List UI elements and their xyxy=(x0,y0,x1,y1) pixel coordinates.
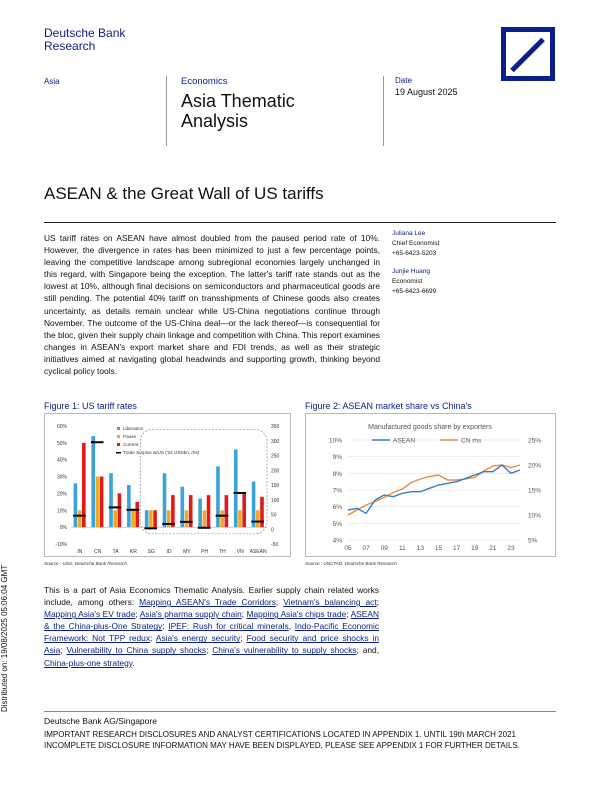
x-tick-label: 19 xyxy=(471,545,479,552)
bar xyxy=(256,510,260,527)
y2-tick-label: 250 xyxy=(271,453,280,460)
bar xyxy=(163,473,167,527)
bar xyxy=(225,495,229,527)
author-block xyxy=(392,267,436,297)
report-title: ASEAN & the Great Wall of US tariffs xyxy=(44,184,324,203)
y2-tick-label: 20% xyxy=(528,462,542,470)
surplus-marker xyxy=(216,515,229,517)
y-tick-label: 30% xyxy=(56,474,67,481)
figure-2-source: Source : UNCTAD, Deutsche Bank Research xyxy=(305,561,397,566)
y2-tick-label: 25% xyxy=(528,437,542,445)
x-tick-label: 23 xyxy=(507,545,515,552)
x-tick-label: ID xyxy=(166,549,172,555)
x-tick-label: 11 xyxy=(398,545,406,552)
x-tick-label: 13 xyxy=(416,545,425,552)
bar xyxy=(216,466,220,527)
y-tick-label: 8% xyxy=(332,470,342,478)
figure-2-frame xyxy=(305,413,556,557)
chart-title: Manufactured goods share by exporters xyxy=(368,424,492,431)
surplus-marker xyxy=(251,521,264,523)
y2-tick-label: 100 xyxy=(271,497,280,504)
bar xyxy=(149,510,153,527)
bar xyxy=(113,510,117,527)
legend-swatch xyxy=(117,427,120,430)
x-tick-label: 07 xyxy=(362,545,370,552)
x-tick-label: CN xyxy=(94,549,102,555)
author-name[interactable]: Juliana Lee xyxy=(392,230,426,237)
bar xyxy=(118,493,122,527)
figure-2-title: Figure 2: ASEAN market share vs China's xyxy=(305,401,472,411)
and-text: and, xyxy=(362,645,380,656)
surplus-marker xyxy=(180,521,193,523)
y2-tick-label: 10% xyxy=(528,512,542,520)
y-tick-label: 7% xyxy=(332,487,342,495)
author-block xyxy=(392,229,439,259)
legend-label: ASEAN xyxy=(393,437,416,445)
bar xyxy=(109,473,113,527)
y-tick-label: 40% xyxy=(56,457,67,464)
bar xyxy=(131,510,135,527)
author-role: Economist xyxy=(392,278,423,285)
report-date: 19 August 2025 xyxy=(395,87,458,97)
x-tick-label: PH xyxy=(201,549,209,555)
series-title xyxy=(181,91,295,131)
bar xyxy=(242,493,246,527)
y-tick-label: -10% xyxy=(55,542,67,548)
y-tick-label: 5% xyxy=(332,520,342,528)
bar xyxy=(127,485,131,527)
link-china-plus-one-asean[interactable]: ASEAN & the China-plus-One Strategy xyxy=(44,609,379,632)
link-china-supply[interactable]: Vulnerability to China supply shocks xyxy=(66,645,207,656)
y2-tick-label: 5% xyxy=(528,537,538,545)
y2-tick-label: 350 xyxy=(271,424,280,430)
y-tick-label: 20% xyxy=(56,491,67,498)
bar xyxy=(234,450,238,528)
bar xyxy=(82,443,86,527)
link-energy[interactable]: Asia's energy security xyxy=(155,633,241,644)
legend-label: Trade Surplus w/US ('24 USDbn, rhs) xyxy=(123,450,200,455)
y2-tick-label: 300 xyxy=(271,438,280,445)
y2-tick-label: 150 xyxy=(271,483,280,489)
surplus-marker xyxy=(144,527,157,529)
x-tick-label: TA xyxy=(112,549,119,555)
summary-paragraph: US tariff rates on ASEAN have almost doubled from the paused period rate of 10%. However, the divergence in rates has been minimized to just a few percentage points, leaving the competitive landscape among subregional economies largely unchanged in this regard, with Singapore being the exception. The latter's tariff rate stands out as the lowest at 10%, although final decisions on semiconductors and pharmaceutical goods are still pending. The potential 40% tariff on transshipments of Chinese goods also creates uncertainty, as details remain unclear while US-China negotiations continue through November. The outcome of the US-China deal—or the lack thereof—is consequential for the bloc, given their supply chain linkage and competition with China. This report examines changes in ASEAN's export market share and FDI trends, as well as their strategic initiatives aimed at navigating global headwinds and supporting growth, thinking beyond cyclical policy tools. xyxy=(44,233,380,377)
date-label: Date xyxy=(395,76,412,85)
surplus-marker xyxy=(233,492,246,494)
title-rule xyxy=(44,222,556,223)
bar xyxy=(135,502,139,527)
y2-tick-label: 200 xyxy=(271,468,280,475)
author-name[interactable]: Junjie Huang xyxy=(392,268,430,275)
footer-entity: Deutsche Bank AG/Singapore xyxy=(44,716,157,726)
bar xyxy=(100,477,104,528)
y-tick-label: 10% xyxy=(328,437,342,445)
bar xyxy=(145,510,149,527)
distribution-stamp: Distributed on: 19/08/2025 05:06:04 GMT xyxy=(0,564,9,712)
link-trade-corridors[interactable]: Mapping ASEAN's Trade Corridors xyxy=(139,597,276,608)
link-ipef-tpp[interactable]: Indo-Pacific Economic Framework: Not TPP redux xyxy=(44,621,380,644)
related-work-intro: This is a part of Asia Economics Thematic Analysis. Earlier supply chain related works include, among others: xyxy=(44,585,379,608)
region-label: Asia xyxy=(44,77,60,86)
link-china-plus-one[interactable]: China-plus-one strategy xyxy=(44,657,133,668)
surplus-marker xyxy=(91,441,104,443)
bar xyxy=(185,510,189,527)
x-tick-label: TH xyxy=(219,549,226,555)
x-tick-label: 17 xyxy=(453,545,461,552)
link-ev-trade[interactable]: Mapping Asia's EV trade xyxy=(44,609,136,620)
divider xyxy=(166,76,167,146)
figure-1-frame xyxy=(44,413,291,557)
y2-tick-label: 50 xyxy=(271,512,277,519)
link-vietnam[interactable]: Vietnam's balancing act xyxy=(283,597,377,608)
bar xyxy=(203,510,207,527)
x-tick-label: 15 xyxy=(434,545,443,552)
link-ipef-minerals[interactable]: IPEF: Rush for critical minerals xyxy=(168,621,289,632)
author-phone: +65-6423-6699 xyxy=(392,288,437,295)
link-chips[interactable]: Mapping Asia's chips trade xyxy=(246,609,347,620)
brand-name xyxy=(44,27,125,53)
author-phone: +65-6423-5203 xyxy=(392,250,437,257)
y-tick-label: 0% xyxy=(59,525,67,532)
legend-label: Pause xyxy=(123,434,137,439)
legend-swatch xyxy=(116,452,121,454)
y-tick-label: 9% xyxy=(332,454,342,462)
series-title-line-2: Analysis xyxy=(181,111,249,131)
surplus-marker xyxy=(127,509,140,511)
figure-1-source: Source : USG, Deutsche Bank Research xyxy=(44,561,127,566)
y-tick-label: 50% xyxy=(56,440,67,447)
brand-line-2: Research xyxy=(44,39,96,53)
bar xyxy=(78,510,82,527)
x-tick-label: 05 xyxy=(344,545,352,552)
link-pharma[interactable]: Asia's pharma supply chain xyxy=(139,609,242,620)
y2-tick-label: -50 xyxy=(271,542,279,548)
y2-tick-label: 15% xyxy=(528,487,542,495)
bar xyxy=(220,510,224,527)
bar xyxy=(171,495,175,527)
x-tick-label: VN xyxy=(236,549,244,555)
x-tick-label: 21 xyxy=(489,545,497,552)
series-line-asean xyxy=(348,465,520,513)
surplus-marker xyxy=(73,515,86,517)
x-tick-label: ASEAN xyxy=(249,549,267,555)
y-tick-label: 10% xyxy=(56,508,67,515)
disclosure-text: IMPORTANT RESEARCH DISCLOSURES AND ANALYST CERTIFICATIONS LOCATED IN APPENDIX 1. UNTIL 19th MARCH 2021 INCOMPLETE DISCLOSURE INFORMATION MAY HAVE BEEN DISPLAYED, PLEASE SEE APPENDIX 1 FOR FURTHER DETAILS. xyxy=(44,730,520,750)
brand-line-1: Deutsche Bank xyxy=(44,26,126,40)
bar xyxy=(74,483,78,527)
legend-label: Current xyxy=(123,442,139,447)
x-tick-label: MY xyxy=(183,549,191,555)
divider xyxy=(383,76,384,146)
x-tick-label: SG xyxy=(147,549,155,555)
y2-tick-label: 0 xyxy=(271,527,274,534)
surplus-marker xyxy=(109,506,122,508)
category-label: Economics xyxy=(181,76,228,87)
x-tick-label: IN xyxy=(77,549,83,555)
bar xyxy=(207,495,211,527)
figure-1-chart xyxy=(45,414,290,556)
x-tick-label: KR xyxy=(129,549,137,555)
link-china-vulnerability[interactable]: China's vulnerability to supply shocks xyxy=(212,645,357,656)
legend-label: Liberation xyxy=(123,426,144,431)
bar xyxy=(238,510,242,527)
figure-1-title: Figure 1: US tariff rates xyxy=(44,401,137,411)
bar xyxy=(260,497,264,527)
deutsche-bank-logo-icon xyxy=(501,27,555,81)
legend-swatch xyxy=(117,443,120,446)
link-food[interactable]: Food security and price shocks in Asia xyxy=(44,633,380,656)
y-tick-label: 60% xyxy=(56,424,67,430)
bar xyxy=(252,482,256,528)
bar xyxy=(96,477,100,528)
series-title-line-1: Asia Thematic xyxy=(181,91,295,111)
legend-label: CN rhs xyxy=(461,437,482,445)
bar xyxy=(198,498,202,527)
surplus-marker xyxy=(162,523,175,525)
surplus-marker xyxy=(198,527,211,529)
bar xyxy=(153,510,157,527)
author-role: Chief Economist xyxy=(392,240,440,247)
related-work-paragraph: This is a part of Asia Economics Thematic Analysis. Earlier supply chain related works include, among others: Mapping ASEAN's Trade Corridors; Vietnam's balancing act; Mapping Asia's EV trade; Asia's pharma supply chain; Mapping Asia's chips trade; ASEAN & the China-plus-One Strategy; IPEF: Rush for critical minerals, Indo-Pacific Economic Framework: Not TPP redux; Asia's energy security; Food security and price shocks in Asia; Vulnerability to China supply shocks; China's vulnerability to supply shocks; and, China-plus-one strategy. xyxy=(44,585,380,668)
x-tick-label: 09 xyxy=(380,545,388,552)
figure-2-chart xyxy=(306,414,555,556)
legend-swatch xyxy=(117,435,120,438)
y-tick-label: 4% xyxy=(332,537,342,545)
bar xyxy=(91,436,95,527)
footer-rule xyxy=(44,711,556,712)
y-tick-label: 6% xyxy=(332,504,342,512)
